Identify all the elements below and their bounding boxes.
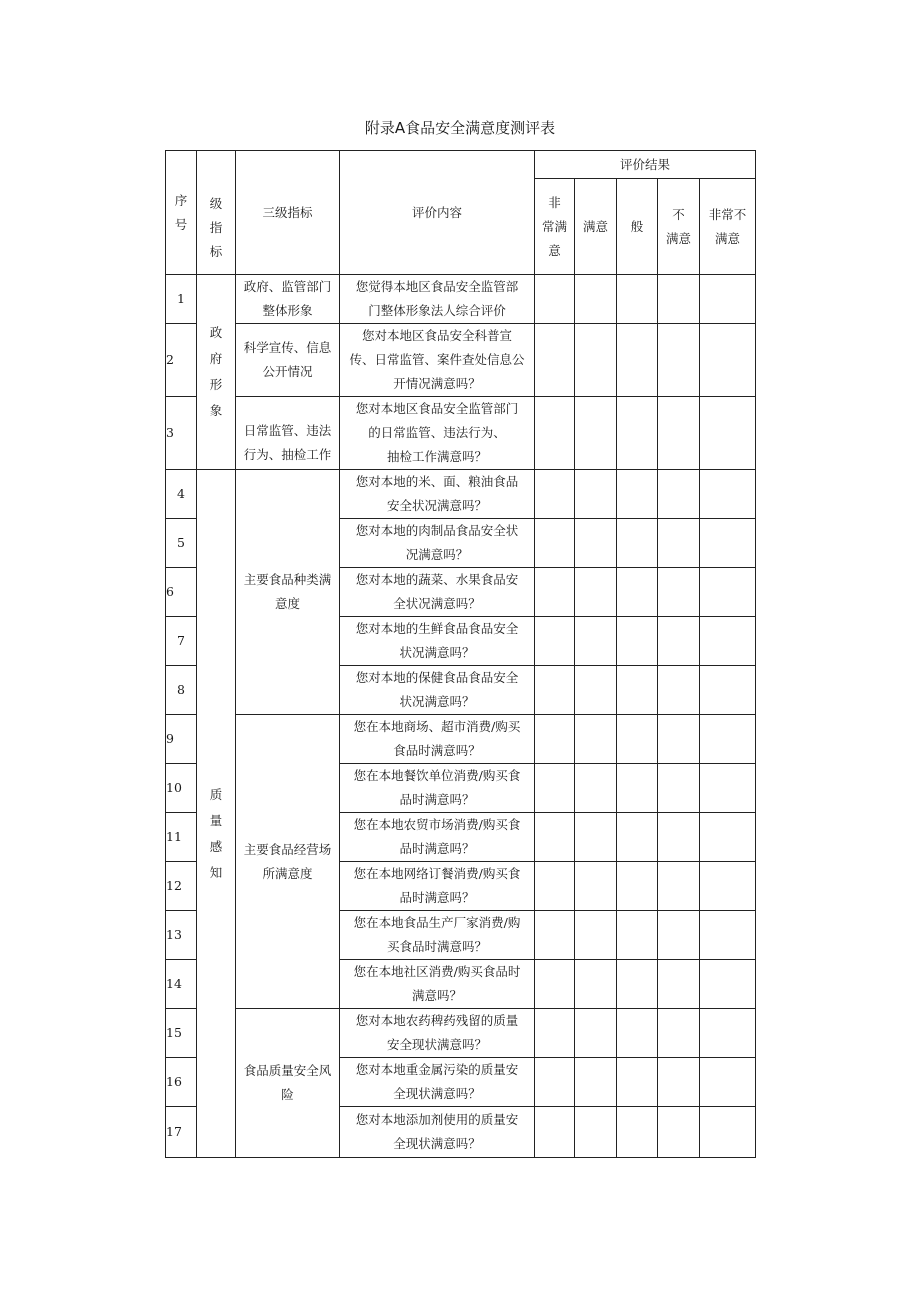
rating-cell-very-dissatisfied[interactable]: [700, 470, 756, 519]
evaluation-content: 您对本地的生鲜食品食品安全 状况满意吗？: [340, 617, 535, 666]
rating-cell-very-satisfied[interactable]: [535, 568, 575, 617]
rating-cell-neutral[interactable]: [617, 764, 658, 813]
rating-cell-dissatisfied[interactable]: [658, 617, 700, 666]
rating-cell-very-satisfied[interactable]: [535, 813, 575, 862]
rating-cell-neutral[interactable]: [617, 1058, 658, 1107]
rating-cell-dissatisfied[interactable]: [658, 568, 700, 617]
row-number: 8: [166, 666, 197, 715]
rating-cell-neutral[interactable]: [617, 862, 658, 911]
row-number: 12: [166, 862, 197, 911]
header-level2: 级 指 标: [197, 151, 236, 275]
evaluation-content: 您对本地区食品安全科普宣 传、日常监管、案件查处信息公 开情况满意吗？: [340, 324, 535, 397]
evaluation-content: 您在本地商场、超市消费/购买 食品时满意吗？: [340, 715, 535, 764]
rating-cell-very-satisfied[interactable]: [535, 666, 575, 715]
rating-cell-very-satisfied[interactable]: [535, 324, 575, 397]
rating-cell-dissatisfied[interactable]: [658, 1009, 700, 1058]
rating-cell-very-dissatisfied[interactable]: [700, 1009, 756, 1058]
row-number: 11: [166, 813, 197, 862]
satisfaction-table: [165, 150, 756, 1158]
rating-cell-very-dissatisfied[interactable]: [700, 617, 756, 666]
rating-cell-neutral[interactable]: [617, 1009, 658, 1058]
rating-cell-dissatisfied[interactable]: [658, 862, 700, 911]
rating-cell-very-satisfied[interactable]: [535, 1107, 575, 1158]
rating-cell-dissatisfied[interactable]: [658, 764, 700, 813]
row-number: 5: [166, 519, 197, 568]
rating-cell-very-dissatisfied[interactable]: [700, 397, 756, 470]
evaluation-content: 您对本地的米、面、粮油食品 安全状况满意吗？: [340, 470, 535, 519]
evaluation-content: 您对本地重金属污染的质量安 全现状满意吗？: [340, 1058, 535, 1107]
row-number: 2: [166, 324, 197, 397]
rating-cell-satisfied[interactable]: [575, 764, 617, 813]
table-row: [166, 324, 756, 397]
rating-cell-neutral[interactable]: [617, 666, 658, 715]
level3-indicator: 食品质量安全风 险: [236, 1009, 340, 1158]
rating-cell-satisfied[interactable]: [575, 813, 617, 862]
table-row: [166, 397, 756, 470]
rating-cell-neutral[interactable]: [617, 960, 658, 1009]
level3-indicator: 政府、监管部门 整体形象: [236, 275, 340, 324]
rating-cell-very-satisfied[interactable]: [535, 470, 575, 519]
rating-cell-very-dissatisfied[interactable]: [700, 764, 756, 813]
evaluation-content: 您觉得本地区食品安全监管部 门整体形象法人综合评价: [340, 275, 535, 324]
rating-cell-very-satisfied[interactable]: [535, 1058, 575, 1107]
evaluation-content: 您在本地农贸市场消费/购买食 品时满意吗？: [340, 813, 535, 862]
rating-cell-dissatisfied[interactable]: [658, 1107, 700, 1158]
rating-cell-very-satisfied[interactable]: [535, 862, 575, 911]
rating-cell-satisfied[interactable]: [575, 617, 617, 666]
rating-cell-satisfied[interactable]: [575, 960, 617, 1009]
rating-cell-very-satisfied[interactable]: [535, 519, 575, 568]
rating-cell-dissatisfied[interactable]: [658, 275, 700, 324]
rating-cell-very-satisfied[interactable]: [535, 960, 575, 1009]
header-level3: 三级指标: [236, 151, 340, 275]
header-satisfied: 满意: [575, 179, 617, 275]
header-very-satisfied: 非 常满 意: [535, 179, 575, 275]
header-very-dissatisfied: 非常不 满意: [700, 179, 756, 275]
row-number: 9: [166, 715, 197, 764]
evaluation-content: 您在本地社区消费/购买食品时 满意吗？: [340, 960, 535, 1009]
rating-cell-neutral[interactable]: [617, 470, 658, 519]
rating-cell-neutral[interactable]: [617, 715, 658, 764]
header-row: [166, 151, 756, 179]
rating-cell-neutral[interactable]: [617, 1107, 658, 1158]
rating-cell-satisfied[interactable]: [575, 275, 617, 324]
rating-cell-dissatisfied[interactable]: [658, 666, 700, 715]
page-title: 附录A食品安全满意度测评表: [364, 119, 556, 137]
rating-cell-very-dissatisfied[interactable]: [700, 1058, 756, 1107]
row-number: 7: [166, 617, 197, 666]
rating-cell-neutral[interactable]: [617, 397, 658, 470]
row-number: 13: [166, 911, 197, 960]
evaluation-content: 您对本地区食品安全监管部门 的日常监管、违法行为、 抽检工作满意吗？: [340, 397, 535, 470]
row-number: 10: [166, 764, 197, 813]
row-number: 6: [166, 568, 197, 617]
evaluation-content: 您在本地网络订餐消费/购买食 品时满意吗？: [340, 862, 535, 911]
rating-cell-satisfied[interactable]: [575, 1009, 617, 1058]
rating-cell-very-satisfied[interactable]: [535, 397, 575, 470]
row-number: 14: [166, 960, 197, 1009]
rating-cell-satisfied[interactable]: [575, 397, 617, 470]
rating-cell-very-satisfied[interactable]: [535, 617, 575, 666]
rating-cell-neutral[interactable]: [617, 617, 658, 666]
rating-cell-dissatisfied[interactable]: [658, 470, 700, 519]
rating-cell-neutral[interactable]: [617, 568, 658, 617]
row-number: 16: [166, 1058, 197, 1107]
rating-cell-neutral[interactable]: [617, 911, 658, 960]
level2-indicator: 质 量 感 知: [197, 470, 236, 1158]
rating-cell-very-satisfied[interactable]: [535, 1009, 575, 1058]
header-content: 评价内容: [340, 151, 535, 275]
rating-cell-very-dissatisfied[interactable]: [700, 666, 756, 715]
rating-cell-dissatisfied[interactable]: [658, 813, 700, 862]
rating-cell-very-satisfied[interactable]: [535, 911, 575, 960]
rating-cell-dissatisfied[interactable]: [658, 911, 700, 960]
rating-cell-satisfied[interactable]: [575, 324, 617, 397]
table-row: [166, 715, 756, 764]
evaluation-content: 您对本地的蔬菜、水果食品安 全状况满意吗？: [340, 568, 535, 617]
rating-cell-very-dissatisfied[interactable]: [700, 1107, 756, 1158]
row-number: 15: [166, 1009, 197, 1058]
level3-indicator: 主要食品经营场 所满意度: [236, 715, 340, 1009]
header-result-group: 评价结果: [535, 151, 756, 179]
evaluation-content: 您在本地食品生产厂家消费/购 买食品时满意吗？: [340, 911, 535, 960]
evaluation-content: 您在本地餐饮单位消费/购买食 品时满意吗？: [340, 764, 535, 813]
rating-cell-dissatisfied[interactable]: [658, 1058, 700, 1107]
evaluation-content: 您对本地添加剂使用的质量安 全现状满意吗？: [340, 1107, 535, 1158]
header-dissatisfied: 不 满意: [658, 179, 700, 275]
table-row: [166, 275, 756, 324]
rating-cell-neutral[interactable]: [617, 519, 658, 568]
rating-cell-neutral[interactable]: [617, 813, 658, 862]
rating-cell-neutral[interactable]: [617, 324, 658, 397]
rating-cell-very-satisfied[interactable]: [535, 715, 575, 764]
rating-cell-very-dissatisfied[interactable]: [700, 960, 756, 1009]
rating-cell-satisfied[interactable]: [575, 519, 617, 568]
row-number: 4: [166, 470, 197, 519]
rating-cell-satisfied[interactable]: [575, 1058, 617, 1107]
rating-cell-very-dissatisfied[interactable]: [700, 911, 756, 960]
rating-cell-very-satisfied[interactable]: [535, 275, 575, 324]
rating-cell-very-dissatisfied[interactable]: [700, 813, 756, 862]
level3-indicator: 科学宣传、信息 公开情况: [236, 324, 340, 397]
rating-cell-very-dissatisfied[interactable]: [700, 715, 756, 764]
header-seq: 序 号: [166, 151, 197, 275]
header-neutral: 般: [617, 179, 658, 275]
rating-cell-satisfied[interactable]: [575, 1107, 617, 1158]
rating-cell-satisfied[interactable]: [575, 715, 617, 764]
rating-cell-dissatisfied[interactable]: [658, 960, 700, 1009]
level3-indicator: 日常监管、违法 行为、抽检工作: [236, 397, 340, 470]
row-number: 3: [166, 397, 197, 470]
rating-cell-very-satisfied[interactable]: [535, 764, 575, 813]
table-row: [166, 1009, 756, 1058]
rating-cell-very-dissatisfied[interactable]: [700, 324, 756, 397]
rating-cell-dissatisfied[interactable]: [658, 324, 700, 397]
row-number: 1: [166, 275, 197, 324]
rating-cell-satisfied[interactable]: [575, 911, 617, 960]
rating-cell-satisfied[interactable]: [575, 862, 617, 911]
row-number: 17: [166, 1107, 197, 1158]
rating-cell-satisfied[interactable]: [575, 470, 617, 519]
evaluation-content: 您对本地的肉制品食品安全状 况满意吗？: [340, 519, 535, 568]
rating-cell-dissatisfied[interactable]: [658, 715, 700, 764]
evaluation-content: 您对本地农药稗药残留的质量 安全现状满意吗？: [340, 1009, 535, 1058]
rating-cell-very-dissatisfied[interactable]: [700, 862, 756, 911]
table-row: [166, 470, 756, 519]
rating-cell-neutral[interactable]: [617, 275, 658, 324]
evaluation-content: 您对本地的保健食品食品安全 状况满意吗？: [340, 666, 535, 715]
rating-cell-satisfied[interactable]: [575, 568, 617, 617]
rating-cell-satisfied[interactable]: [575, 666, 617, 715]
rating-cell-very-dissatisfied[interactable]: [700, 568, 756, 617]
level2-indicator: 政 府 形 象: [197, 275, 236, 470]
rating-cell-very-dissatisfied[interactable]: [700, 275, 756, 324]
rating-cell-dissatisfied[interactable]: [658, 397, 700, 470]
rating-cell-very-dissatisfied[interactable]: [700, 519, 756, 568]
rating-cell-dissatisfied[interactable]: [658, 519, 700, 568]
level3-indicator: 主要食品种类满 意度: [236, 470, 340, 715]
